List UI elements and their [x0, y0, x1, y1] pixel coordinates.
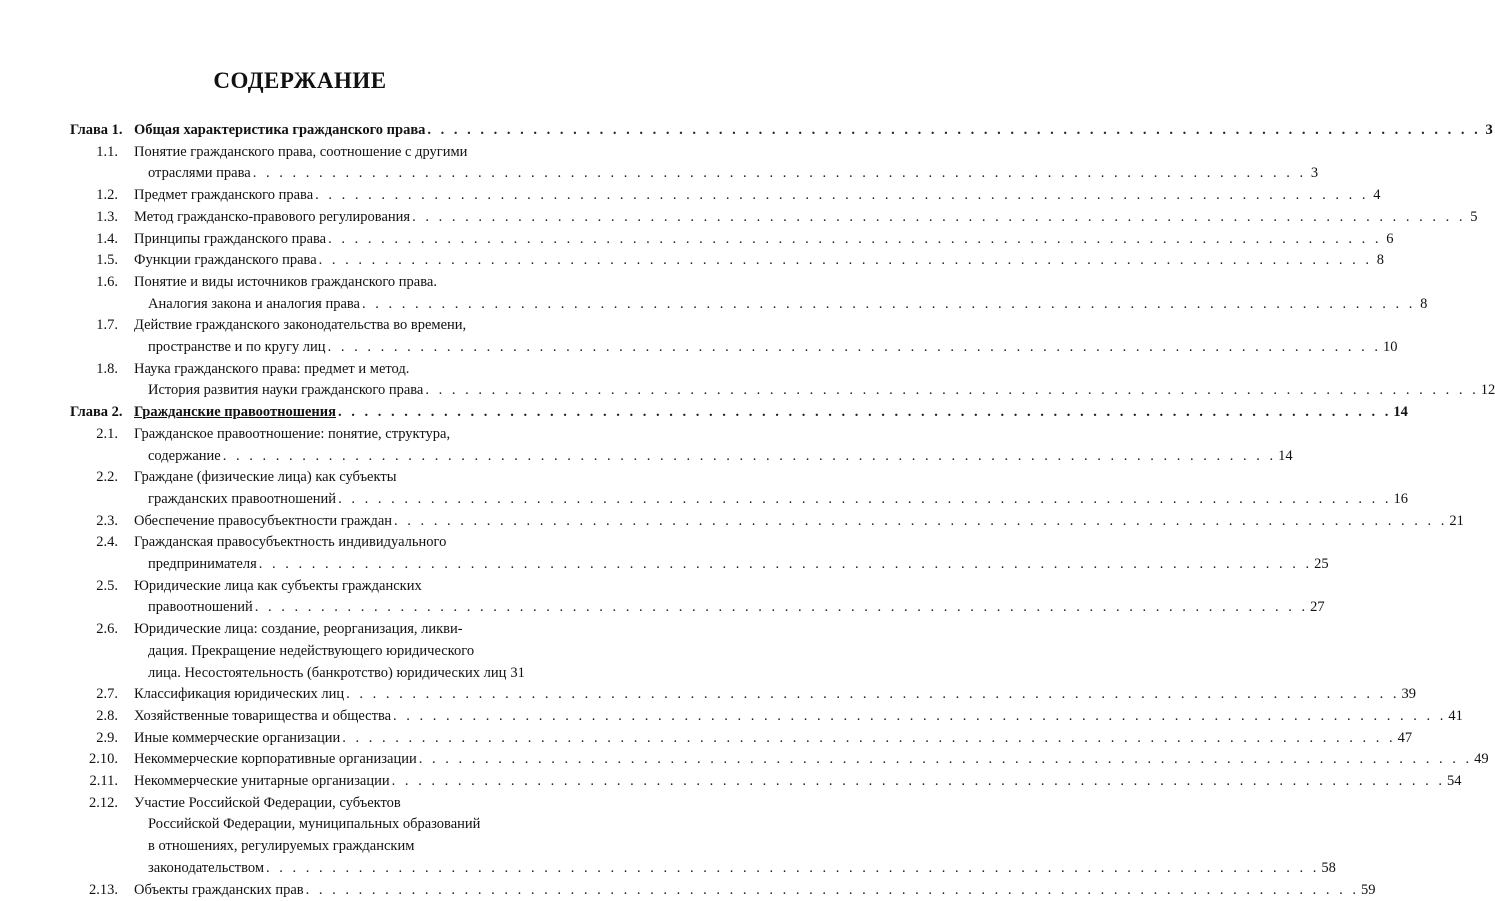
toc-entry-number: 2.4.	[96, 534, 118, 551]
toc-entry-title: Классификация юридических лиц	[134, 686, 345, 703]
toc-section-row	[0, 423, 600, 445]
toc-section-row	[0, 314, 600, 336]
toc-section-row	[0, 445, 1293, 467]
toc-section-row	[0, 748, 1489, 770]
toc-entry-number: 2.11.	[89, 773, 118, 789]
toc-entry-title: Метод гражданско-правового регулирования	[134, 208, 411, 225]
toc-section-row	[0, 488, 1408, 510]
toc-entry-title: Понятие и виды источников гражданского права.	[134, 273, 437, 290]
toc-dot-leader: . . . . . . . . . . . . . . . . . . . . . . . . . . . . . . . . . . . . . . . . . . . . . . . . . . . . . . . . . . . . . . . . . . . . . . . . . . . . . . . .	[305, 881, 1359, 898]
toc-page-number: 14	[1278, 447, 1293, 464]
toc-entry-line	[148, 640, 521, 662]
toc-page-number: 12	[1480, 382, 1495, 399]
toc-section-row	[0, 705, 1463, 727]
toc-page-number: 58	[1321, 859, 1336, 876]
toc-entry-title: Участие Российской Федерации, субъектов	[134, 794, 401, 811]
toc-entry-line	[148, 293, 1428, 315]
toc-entry-title: Российской Федерации, муниципальных образований	[148, 816, 481, 833]
toc-entry-number: Глава 1.	[70, 122, 123, 138]
toc-entry-number: 2.10.	[89, 751, 118, 768]
toc-section-row	[0, 228, 1394, 250]
toc-entry-line	[148, 379, 1495, 401]
toc-section-row	[0, 466, 600, 488]
toc-dot-leader: . . . . . . . . . . . . . . . . . . . . . . . . . . . . . . . . . . . . . . . . . . . . . . . . . . . . . . . . . . . . . . . . . . . . . . . . . . . . . . . .	[393, 707, 1447, 724]
toc-page-number: 14	[1393, 404, 1408, 421]
toc-entry-title: гражданских правоотношений	[148, 490, 337, 507]
toc-dot-leader: . . . . . . . . . . . . . . . . . . . . . . . . . . . . . . . . . . . . . . . . . . . . . . . . . . . . . . . . . . . . . . . . . . . . . . . . . . . . . . . .	[418, 751, 1473, 768]
toc-section-row	[0, 141, 600, 163]
toc-entry-title: лица. Несостоятельность (банкротство) юридических лиц	[148, 664, 507, 681]
toc-entry-line	[134, 184, 1381, 206]
toc-entry-line	[134, 466, 521, 488]
toc-entry-title: Предмет гражданского права	[134, 187, 314, 204]
toc-section-row	[0, 813, 600, 835]
toc-entry-number: 2.2.	[96, 469, 118, 486]
toc-section-row	[0, 857, 1336, 879]
toc-section-row	[0, 683, 1417, 705]
toc-dot-leader: . . . . . . . . . . . . . . . . . . . . . . . . . . . . . . . . . . . . . . . . . . . . . . . . . . . . . . . . . . . . . . . . . . . . . . . . . . . . . . . .	[254, 599, 1309, 616]
toc-entry-line	[134, 249, 1385, 271]
toc-entry-line	[134, 271, 521, 293]
toc-dot-leader: . . . . . . . . . . . . . . . . . . . . . . . . . . . . . . . . . . . . . . . . . . . . . . . . . . . . . . . . . . . . . . . . . . . . . . . . . . . . . . . .	[266, 859, 1320, 876]
toc-entry-title: предпринимателя	[148, 556, 257, 572]
toc-entry-title: дация. Прекращение недействующего юридического	[148, 642, 475, 659]
toc-entry-line	[134, 314, 521, 336]
toc-section-row	[0, 553, 1329, 575]
toc-page-number: 21	[1449, 512, 1464, 529]
toc-entry-number: Глава 2.	[70, 404, 123, 421]
toc-chapter-row	[0, 401, 1408, 423]
toc-entry-title: Гражданская правосубъектность индивидуального	[134, 534, 447, 551]
toc-page-number: 3	[1485, 122, 1493, 138]
toc-dot-leader: . . . . . . . . . . . . . . . . . . . . . . . . . . . . . . . . . . . . . . . . . . . . . . . . . . . . . . . . . . . . . . . . . . . . . . . . . . . . . . . .	[222, 447, 1277, 464]
toc-section-row	[0, 770, 1462, 792]
toc-entry-line	[134, 683, 1417, 705]
toc-dot-leader: . . . . . . . . . . . . . . . . . . . . . . . . . . . . . . . . . . . . . . . . . . . . . . . . . . . . . . . . . . . . . . . . . . . . . . . . . . . . . . . .	[327, 339, 1381, 355]
toc-entry-line	[134, 705, 1463, 727]
toc-entry-title: Гражданские правоотношения	[134, 404, 336, 421]
toc-section-row	[0, 510, 1464, 532]
toc-entry-line	[134, 358, 521, 380]
toc-page-number: 54	[1447, 773, 1462, 789]
toc-entry-line	[148, 162, 1319, 184]
toc-entry-title: содержание	[148, 447, 221, 464]
toc-dot-leader: . . . . . . . . . . . . . . . . . . . . . . . . . . . . . . . . . . . . . . . . . . . . . . . . . . . . . . . . . . . . . . . . . . . . . . . . . . . . . . . .	[425, 382, 1479, 399]
toc-section-row	[0, 640, 600, 662]
toc-section-row	[0, 879, 1376, 901]
toc-section-row	[0, 727, 1413, 749]
toc-entry-title: Наука гражданского права: предмет и метод.	[134, 360, 410, 377]
toc-dot-leader: . . . . . . . . . . . . . . . . . . . . . . . . . . . . . . . . . . . . . . . . . . . . . . . . . . . . . . . . . . . . . . . . . . . . . . . . . . . . . . . .	[427, 122, 1481, 138]
toc-entry-number: 1.2.	[96, 187, 118, 204]
toc-entry-title: Граждане (физические лица) как субъекты	[134, 469, 397, 486]
toc-entry-line	[148, 336, 1398, 358]
toc-entry-line	[148, 662, 525, 684]
toc-entry-title: Понятие гражданского права, соотношение с другими	[134, 143, 468, 160]
toc-entry-title: в отношениях, регулируемых гражданским	[148, 838, 415, 855]
toc-section-row	[0, 162, 1319, 184]
toc-page-number: 3	[1310, 165, 1319, 182]
toc-section-row	[0, 206, 1478, 228]
toc-entry-title: Обеспечение правосубъектности граждан	[134, 512, 393, 529]
toc-entry-number: 1.8.	[96, 360, 118, 377]
toc-section-row	[0, 835, 600, 857]
toc-dot-leader: . . . . . . . . . . . . . . . . . . . . . . . . . . . . . . . . . . . . . . . . . . . . . . . . . . . . . . . . . . . . . . . . . . . . . . . . . . . . . . . .	[318, 252, 1373, 269]
toc-dot-leader: . . . . . . . . . . . . . . . . . . . . . . . . . . . . . . . . . . . . . . . . . . . . . . . . . . . . . . . . . . . . . . . . . . . . . . . . . . . . . . . .	[342, 729, 1396, 746]
toc-entry-number: 1.4.	[96, 230, 118, 247]
toc-entry-line	[134, 618, 521, 640]
toc-entry-line	[134, 748, 1489, 770]
toc-entry-title: Некоммерческие корпоративные организации	[134, 751, 417, 768]
toc-entry-title: Иные коммерческие организации	[134, 729, 341, 746]
toc-section-row	[0, 596, 1325, 618]
toc-entry-title: Принципы гражданского права	[134, 230, 327, 247]
toc-page-number: 39	[1401, 686, 1417, 703]
toc-page-number: 16	[1393, 490, 1408, 507]
toc-entry-number: 1.3.	[96, 208, 118, 225]
toc-page-number: 59	[1361, 881, 1376, 898]
toc-page-number: 8	[1376, 252, 1385, 269]
toc-entry-title: пространстве и по кругу лиц	[148, 339, 326, 355]
toc-page-number: 4	[1373, 187, 1381, 204]
toc-entry-line	[148, 488, 1408, 510]
toc-dot-leader: . . . . . . . . . . . . . . . . . . . . . . . . . . . . . . . . . . . . . . . . . . . . . . . . . . . . . . . . . . . . . . . . . . . . . . . . . . . . . . . .	[258, 556, 1313, 572]
toc-dot-leader: . . . . . . . . . . . . . . . . . . . . . . . . . . . . . . . . . . . . . . . . . . . . . . . . . . . . . . . . . . . . . . . . . . . . . . . . . . . . . . . .	[362, 295, 1416, 312]
toc-dot-leader: . . . . . . . . . . . . . . . . . . . . . . . . . . . . . . . . . . . . . . . . . . . . . . . . . . . . . . . . . . . . . . . . . . . . . . . . . . . . . . . .	[315, 187, 1369, 204]
toc-entry-number: 2.13.	[89, 881, 118, 898]
toc-page-number: 8	[1420, 295, 1428, 312]
toc-entry-number: 2.8.	[96, 707, 118, 724]
toc-dot-leader: . . . . . . . . . . . . . . . . . . . . . . . . . . . . . . . . . . . . . . . . . . . . . . . . . . . . . . . . . . . . . . . . . . . . . . . . . . . . . . . .	[328, 230, 1382, 247]
toc-entry-line	[134, 531, 521, 553]
toc-entry-line	[134, 792, 521, 814]
toc-section-row	[0, 293, 1428, 315]
toc-entry-title: Действие гражданского законодательства во времени,	[134, 317, 467, 334]
toc-entry-title: Функции гражданского права	[134, 252, 317, 269]
toc-dot-leader: . . . . . . . . . . . . . . . . . . . . . . . . . . . . . . . . . . . . . . . . . . . . . . . . . . . . . . . . . . . . . . . . . . . . . . . . . . . . . . . .	[252, 165, 1307, 182]
toc-entry-number: 2.12.	[89, 794, 118, 811]
toc-page-number: 31	[510, 664, 525, 681]
toc-entry-number: 2.3.	[96, 512, 118, 529]
toc-entry-number: 2.7.	[96, 686, 118, 703]
toc-entry-number: 1.6.	[96, 273, 118, 290]
toc-entry-line	[134, 423, 521, 445]
toc-entry-title: Гражданское правоотношение: понятие, структура,	[134, 425, 451, 442]
toc-entry-number: 2.9.	[96, 729, 118, 746]
toc-entry-number: 1.5.	[96, 252, 118, 269]
toc-section-row	[0, 618, 600, 640]
page-title: СОДЕРЖАНИЕ	[213, 68, 387, 93]
toc-page-number: 5	[1470, 208, 1478, 225]
toc-entry-title: Объекты гражданских прав	[134, 881, 304, 898]
toc-entry-line	[134, 141, 521, 163]
toc-entry-line	[148, 445, 1293, 467]
toc-page-number: 25	[1314, 556, 1329, 572]
toc-entry-title: Некоммерческие унитарные организации	[134, 773, 390, 789]
toc-page-number: 6	[1386, 230, 1394, 247]
toc-chapter-row	[0, 119, 1493, 141]
toc-entry-line	[134, 727, 1413, 749]
toc-dot-leader: . . . . . . . . . . . . . . . . . . . . . . . . . . . . . . . . . . . . . . . . . . . . . . . . . . . . . . . . . . . . . . . . . . . . . . . . . . . . . . . .	[337, 404, 1392, 421]
toc-entry-line	[134, 401, 1408, 423]
toc-dot-leader: . . . . . . . . . . . . . . . . . . . . . . . . . . . . . . . . . . . . . . . . . . . . . . . . . . . . . . . . . . . . . . . . . . . . . . . . . . . . . . . .	[346, 686, 1400, 703]
toc-entry-title: История развития науки гражданского права	[148, 382, 424, 399]
toc-section-row	[0, 662, 600, 684]
toc-section-row	[0, 531, 600, 553]
toc-entry-number: 1.1.	[96, 143, 118, 160]
toc-entry-line	[134, 228, 1394, 250]
toc-entry-line	[134, 770, 1462, 792]
toc-entry-title: отраслями права	[148, 165, 251, 182]
toc-section-row	[0, 792, 600, 814]
toc-dot-leader: . . . . . . . . . . . . . . . . . . . . . . . . . . . . . . . . . . . . . . . . . . . . . . . . . . . . . . . . . . . . . . . . . . . . . . . . . . . . . . . .	[338, 490, 1392, 507]
toc-entry-line	[148, 835, 521, 857]
toc-entry-title: Общая характеристика гражданского права	[134, 122, 426, 138]
toc-section-row	[0, 249, 1385, 271]
toc-entry-line	[134, 575, 521, 597]
toc-page-number: 49	[1474, 751, 1489, 768]
toc-entry-title: правоотношений	[148, 599, 253, 616]
toc-entry-title: Юридические лица: создание, реорганизация, ликви-	[134, 621, 463, 638]
toc-entry-line	[148, 813, 521, 835]
toc-entry-line	[134, 510, 1464, 532]
toc-entry-line	[134, 119, 1493, 141]
toc-section-row	[0, 358, 600, 380]
toc-entry-number: 2.5.	[96, 577, 118, 594]
toc-entry-line	[134, 879, 1376, 901]
toc-entry-number: 1.7.	[96, 317, 118, 334]
toc-section-row	[0, 336, 1398, 358]
toc-entry-title: Аналогия закона и аналогия права	[148, 295, 360, 312]
toc-entry-title: законодательством	[148, 859, 265, 876]
toc-page-number: 10	[1382, 339, 1398, 355]
toc-dot-leader: . . . . . . . . . . . . . . . . . . . . . . . . . . . . . . . . . . . . . . . . . . . . . . . . . . . . . . . . . . . . . . . . . . . . . . . . . . . . . . . .	[391, 773, 1446, 789]
toc-entry-line	[148, 553, 1329, 575]
toc-section-row	[0, 184, 1381, 206]
toc-page-number: 47	[1397, 729, 1413, 746]
toc-entry-number: 2.6.	[96, 621, 118, 638]
toc-dot-leader: . . . . . . . . . . . . . . . . . . . . . . . . . . . . . . . . . . . . . . . . . . . . . . . . . . . . . . . . . . . . . . . . . . . . . . . . . . . . . . . .	[394, 512, 1448, 529]
toc-entry-title: Юридические лица как субъекты гражданских	[134, 577, 422, 594]
toc-section-row	[0, 575, 600, 597]
toc-entry-line	[148, 596, 1325, 618]
toc-page-number: 27	[1310, 599, 1325, 616]
toc-page-number: 41	[1448, 707, 1463, 724]
toc-entry-line	[148, 857, 1336, 879]
toc-dot-leader: . . . . . . . . . . . . . . . . . . . . . . . . . . . . . . . . . . . . . . . . . . . . . . . . . . . . . . . . . . . . . . . . . . . . . . . . . . . . . . . .	[412, 208, 1466, 225]
toc-section-row	[0, 271, 600, 293]
toc-section-row	[0, 379, 1495, 401]
toc-entry-number: 2.1.	[96, 425, 118, 442]
toc-entry-line	[134, 206, 1478, 228]
toc-entry-title: Хозяйственные товарищества и общества	[134, 707, 392, 724]
